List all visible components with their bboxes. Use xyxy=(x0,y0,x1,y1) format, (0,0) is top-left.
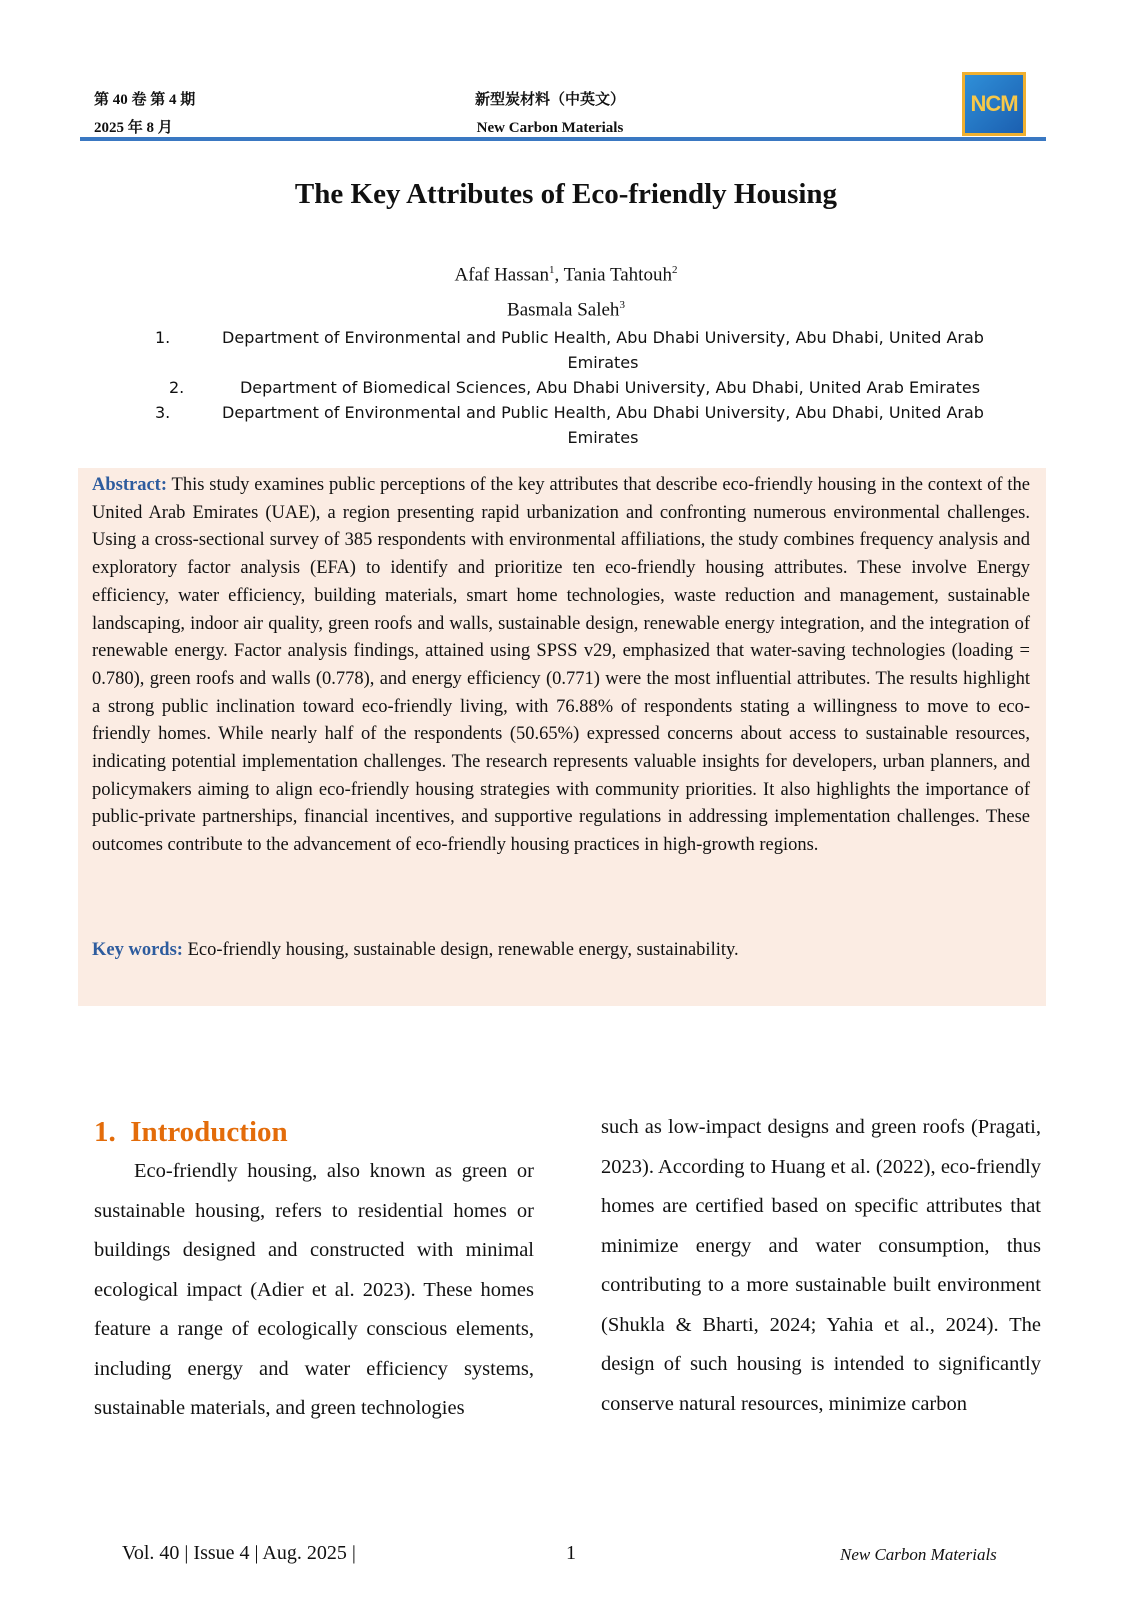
volume-info xyxy=(94,86,195,142)
affiliation-text: Department of Environmental and Public Health, Abu Dhabi University, Abu Dhabi, United Arab Emirates xyxy=(222,328,984,372)
logo-text: NCM xyxy=(970,91,1018,116)
author-affil-mark: 2 xyxy=(671,264,678,276)
affiliation-text: Department of Biomedical Sciences, Abu Dhabi University, Abu Dhabi, United Arab Emirates xyxy=(239,378,981,397)
page-number: 1 xyxy=(566,1542,576,1564)
affiliation-number: 2. xyxy=(169,378,185,397)
affiliation-item xyxy=(155,400,1015,450)
journal-name-en: New Carbon Materials xyxy=(476,120,624,136)
header-rule xyxy=(80,137,1046,141)
journal-name xyxy=(420,86,680,142)
keywords xyxy=(92,936,1030,964)
date-cn: 2025 年 8 月 xyxy=(94,120,173,136)
journal-name-cn: 新型炭材料（中英文） xyxy=(474,92,625,108)
affiliation-list xyxy=(155,325,1015,450)
section-heading xyxy=(94,1112,534,1152)
abstract-label: Abstract: xyxy=(92,475,168,495)
body-column-left xyxy=(94,1112,534,1429)
section-title: Introduction xyxy=(130,1116,288,1148)
body-paragraph: Eco-friendly housing, also known as green or sustainable housing, refers to residential homes or buildings designed and constructed with minimal ecological impact (Adier et al. 2023). These homes feature a range of ecologically conscious elements, including energy and water efficiency systems, sustainable materials, and green technologies xyxy=(94,1160,534,1419)
author-name: Tania Tahtouh xyxy=(563,264,672,286)
abstract xyxy=(92,472,1030,860)
author-list xyxy=(0,255,1132,326)
affiliation-item xyxy=(155,375,1015,400)
affiliation-number: 1. xyxy=(155,328,171,347)
author-separator: , xyxy=(554,264,564,286)
keywords-label: Key words: xyxy=(92,940,183,960)
keywords-text: Eco-friendly housing, sustainable design, renewable energy, sustainability. xyxy=(187,940,739,960)
author-affil-mark: 1 xyxy=(548,264,555,276)
affiliation-text: Department of Environmental and Public Health, Abu Dhabi University, Abu Dhabi, United Arab Emirates xyxy=(222,403,984,447)
abstract-text: This study examines public perceptions of the key attributes that describe eco-friendly housing in the context of the United Arab Emirates (UAE), a region presenting rapid urbanization and confronting numerous environmental challenges. Using a cross-sectional survey of 385 respondents with environmental affiliations, the study combines frequency analysis and exploratory factor analysis (EFA) to identify and prioritize ten eco-friendly housing attributes. These involve Energy efficiency, water efficiency, building materials, smart home technologies, waste reduction and management, sustainable landscaping, indoor air quality, green roofs and walls, sustainable design, renewable energy integration, and the integration of renewable energy. Factor analysis findings, attained using SPSS v29, emphasized that water-saving technologies (loading = 0.780), green roofs and walls (0.778), and energy efficiency (0.771) were the most influential attributes. The results highlight a strong public inclination toward eco-friendly living, with 76.88% of respondents stating a willingness to move to eco-friendly homes. While nearly half of the respondents (50.65%) expressed concerns about access to sustainable resources, indicating potential implementation challenges. The research represents valuable insights for developers, urban planners, and policymakers aiming to align eco-friendly housing strategies with community priorities. It also highlights the importance of public-private partnerships, financial incentives, and supportive regulations in addressing implementation challenges. These outcomes contribute to the advancement of eco-friendly housing practices in high-growth regions. xyxy=(92,475,1030,856)
abstract-box xyxy=(78,468,1046,1006)
affiliation-item xyxy=(155,325,1015,375)
footer-journal-name: New Carbon Materials xyxy=(840,1545,997,1564)
paper-title: The Key Attributes of Eco-friendly Housing xyxy=(294,178,838,210)
affiliation-number: 3. xyxy=(155,403,171,422)
author-line-2 xyxy=(0,290,1132,325)
journal-logo xyxy=(962,72,1026,136)
section-number: 1. xyxy=(94,1116,116,1148)
author-name: Basmala Saleh xyxy=(507,299,620,321)
page-header xyxy=(80,82,1046,138)
author-affil-mark: 3 xyxy=(619,299,625,312)
body-column-right xyxy=(601,1108,1041,1424)
volume-issue-cn: 第 40 卷 第 4 期 xyxy=(94,92,196,108)
author-line-1 xyxy=(0,255,1132,290)
footer-issue-info: Vol. 40 | Issue 4 | Aug. 2025 | xyxy=(122,1542,356,1564)
body-paragraph: such as low-impact designs and green roofs (Pragati, 2023). According to Huang et al. (2022), eco-friendly homes are certified based on specific attributes that minimize energy and water consumption, thus contributing to a more sustainable built environment (Shukla & Bharti, 2024; Yahia et al., 2024). The design of such housing is intended to significantly conserve natural resources, minimize carbon xyxy=(601,1116,1041,1415)
author-name: Afaf Hassan xyxy=(454,264,549,286)
